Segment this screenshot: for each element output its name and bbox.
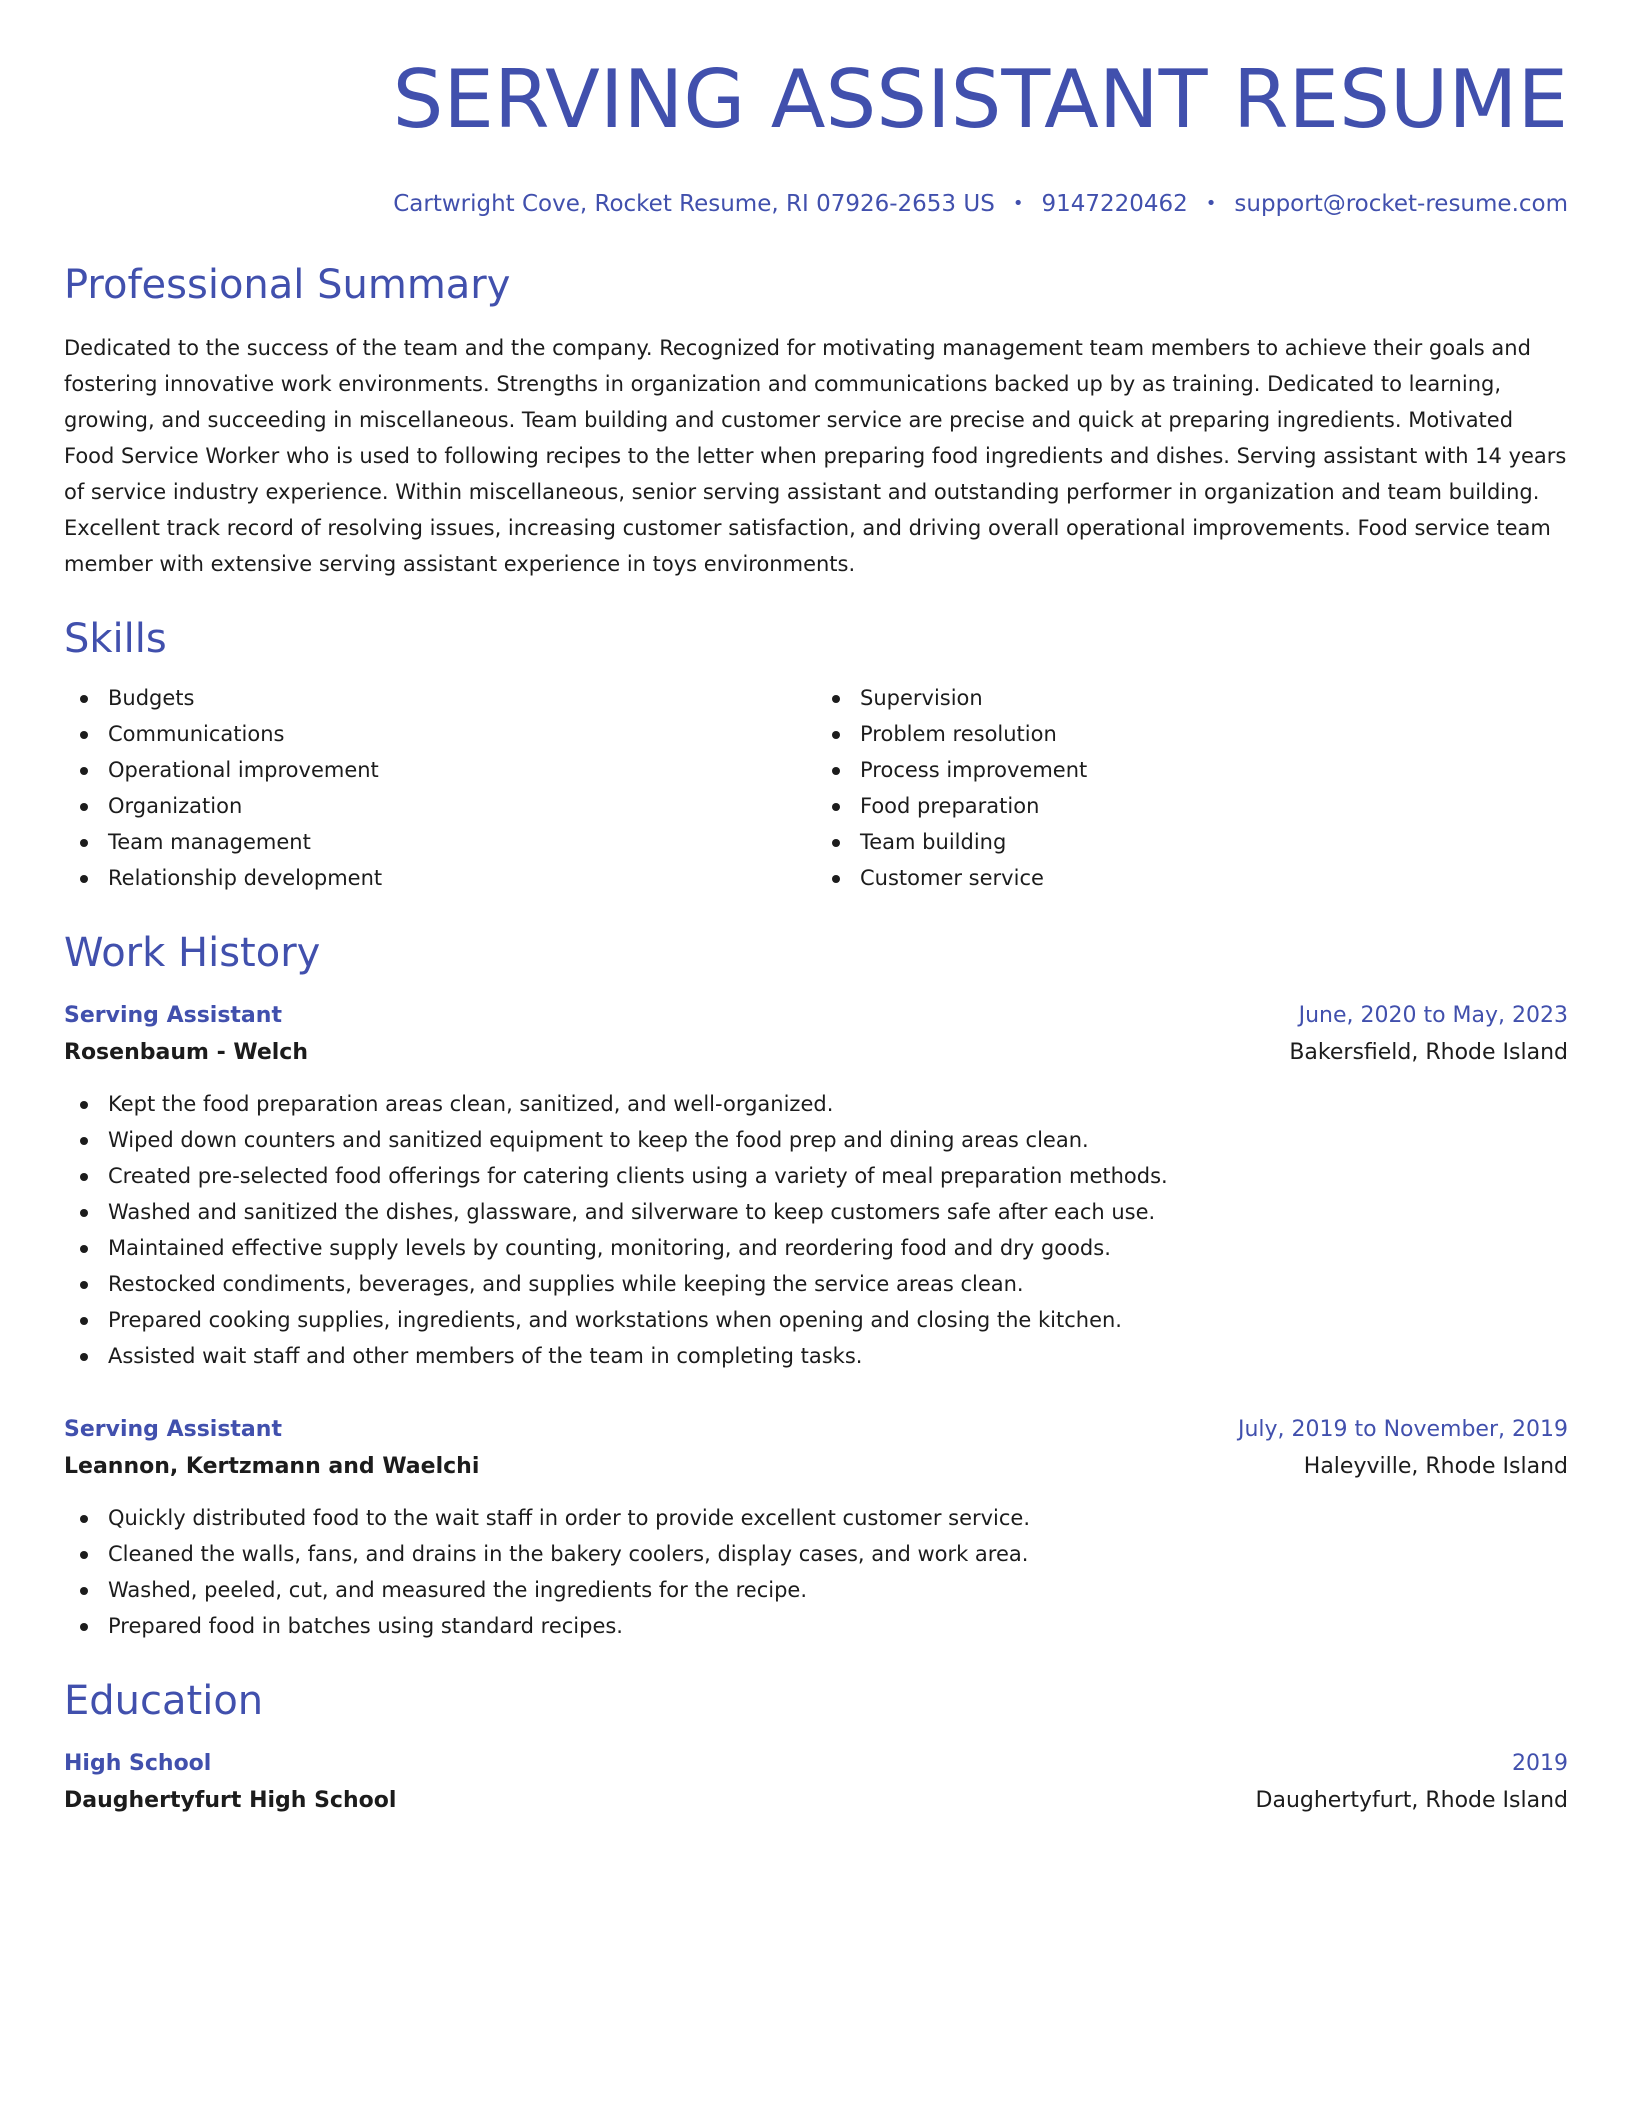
contact-phone: 9147220462 — [1041, 191, 1188, 217]
contact-separator: • — [1012, 193, 1024, 214]
contact-info — [64, 188, 1568, 220]
job-header-row — [64, 1412, 1568, 1448]
job-duty-item: Wiped down counters and sanitized equipment to keep the food prep and dining areas clean. — [64, 1122, 1568, 1158]
skill-item: Relationship development — [64, 860, 816, 896]
education-location: Daughertyfurt, Rhode Island — [1255, 1788, 1568, 1813]
skill-item: Operational improvement — [64, 752, 816, 788]
skill-item: Customer service — [816, 860, 1568, 896]
education-heading: Education — [64, 1678, 264, 1724]
education-year: 2019 — [1512, 1751, 1568, 1776]
skill-item: Food preparation — [816, 788, 1568, 824]
job-title: Serving Assistant — [64, 1003, 282, 1028]
job-duty-item: Assisted wait staff and other members of the team in completing tasks. — [64, 1338, 1568, 1374]
skill-item: Team management — [64, 824, 816, 860]
job-employer: Leannon, Kertzmann and Waelchi — [64, 1454, 480, 1479]
skill-item: Process improvement — [816, 752, 1568, 788]
skills-left-column — [64, 680, 816, 896]
job-duty-item: Cleaned the walls, fans, and drains in the bakery coolers, display cases, and work area. — [64, 1536, 1568, 1572]
job-duty-item: Created pre-selected food offerings for catering clients using a variety of meal preparation methods. — [64, 1158, 1568, 1194]
education-school-row — [64, 1782, 1568, 1820]
job-header-row — [64, 998, 1568, 1034]
job-duty-item: Washed and sanitized the dishes, glassware, and silverware to keep customers safe after each use. — [64, 1194, 1568, 1230]
education-entry — [64, 1746, 1568, 1820]
summary-text: Dedicated to the success of the team and the company. Recognized for motivating management team members to achieve their goals and fostering innovative work environments. Strengths in organization and communications backed up by as training. Dedicated to learning, growing, and succeeding in miscellaneous. Team building and customer service are precise and quick at preparing ingredients. Motivated Food Service Worker who is used to following recipes to the letter when preparing food ingredients and dishes. Serving assistant with 14 years of service industry experience. Within miscellaneous, senior serving assistant and outstanding performer in organization and team building. Excellent track record of resolving issues, increasing customer satisfaction, and driving overall operational improvements. Food service team member with extensive serving assistant experience in toys environments. — [64, 336, 1567, 576]
job-dates: June, 2020 to May, 2023 — [1298, 1003, 1568, 1028]
contact-separator: • — [1205, 193, 1217, 214]
skill-item: Communications — [64, 716, 816, 752]
job-duty-item: Kept the food preparation areas clean, sanitized, and well-organized. — [64, 1086, 1568, 1122]
skill-item: Problem resolution — [816, 716, 1568, 752]
job-employer-row — [64, 1034, 1568, 1072]
resume-title: SERVING ASSISTANT RESUME — [392, 53, 1568, 146]
skills-heading: Skills — [64, 616, 167, 662]
education-school: Daughertyfurt High School — [64, 1788, 397, 1813]
job-duties — [64, 1500, 1568, 1644]
job-employer-row — [64, 1448, 1568, 1486]
job-entry — [64, 1412, 1568, 1644]
skills-right-column — [816, 680, 1568, 896]
job-location: Bakersfield, Rhode Island — [1289, 1040, 1568, 1065]
skill-item: Budgets — [64, 680, 816, 716]
job-duty-item: Quickly distributed food to the wait staff in order to provide excellent customer service. — [64, 1500, 1568, 1536]
skill-item: Team building — [816, 824, 1568, 860]
job-duty-item: Prepared cooking supplies, ingredients, and workstations when opening and closing the kitchen. — [64, 1302, 1568, 1338]
education-header-row — [64, 1746, 1568, 1782]
job-duty-item: Restocked condiments, beverages, and supplies while keeping the service areas clean. — [64, 1266, 1568, 1302]
job-dates: July, 2019 to November, 2019 — [1237, 1417, 1568, 1442]
job-title: Serving Assistant — [64, 1417, 282, 1442]
job-employer: Rosenbaum - Welch — [64, 1040, 309, 1065]
education-degree: High School — [64, 1751, 212, 1776]
skills-grid — [64, 680, 1568, 896]
summary-heading: Professional Summary — [64, 262, 511, 308]
skill-item: Organization — [64, 788, 816, 824]
job-duties — [64, 1086, 1568, 1374]
contact-address: Cartwright Cove, Rocket Resume, RI 07926-2653 US — [393, 191, 995, 217]
job-duty-item: Maintained effective supply levels by counting, monitoring, and reordering food and dry goods. — [64, 1230, 1568, 1266]
job-location: Haleyville, Rhode Island — [1303, 1454, 1568, 1479]
skill-item: Supervision — [816, 680, 1568, 716]
job-duty-item: Prepared food in batches using standard recipes. — [64, 1608, 1568, 1644]
contact-email: support@rocket-resume.com — [1234, 191, 1568, 217]
job-entry — [64, 998, 1568, 1374]
job-duty-item: Washed, peeled, cut, and measured the ingredients for the recipe. — [64, 1572, 1568, 1608]
work-history-heading: Work History — [64, 930, 321, 976]
